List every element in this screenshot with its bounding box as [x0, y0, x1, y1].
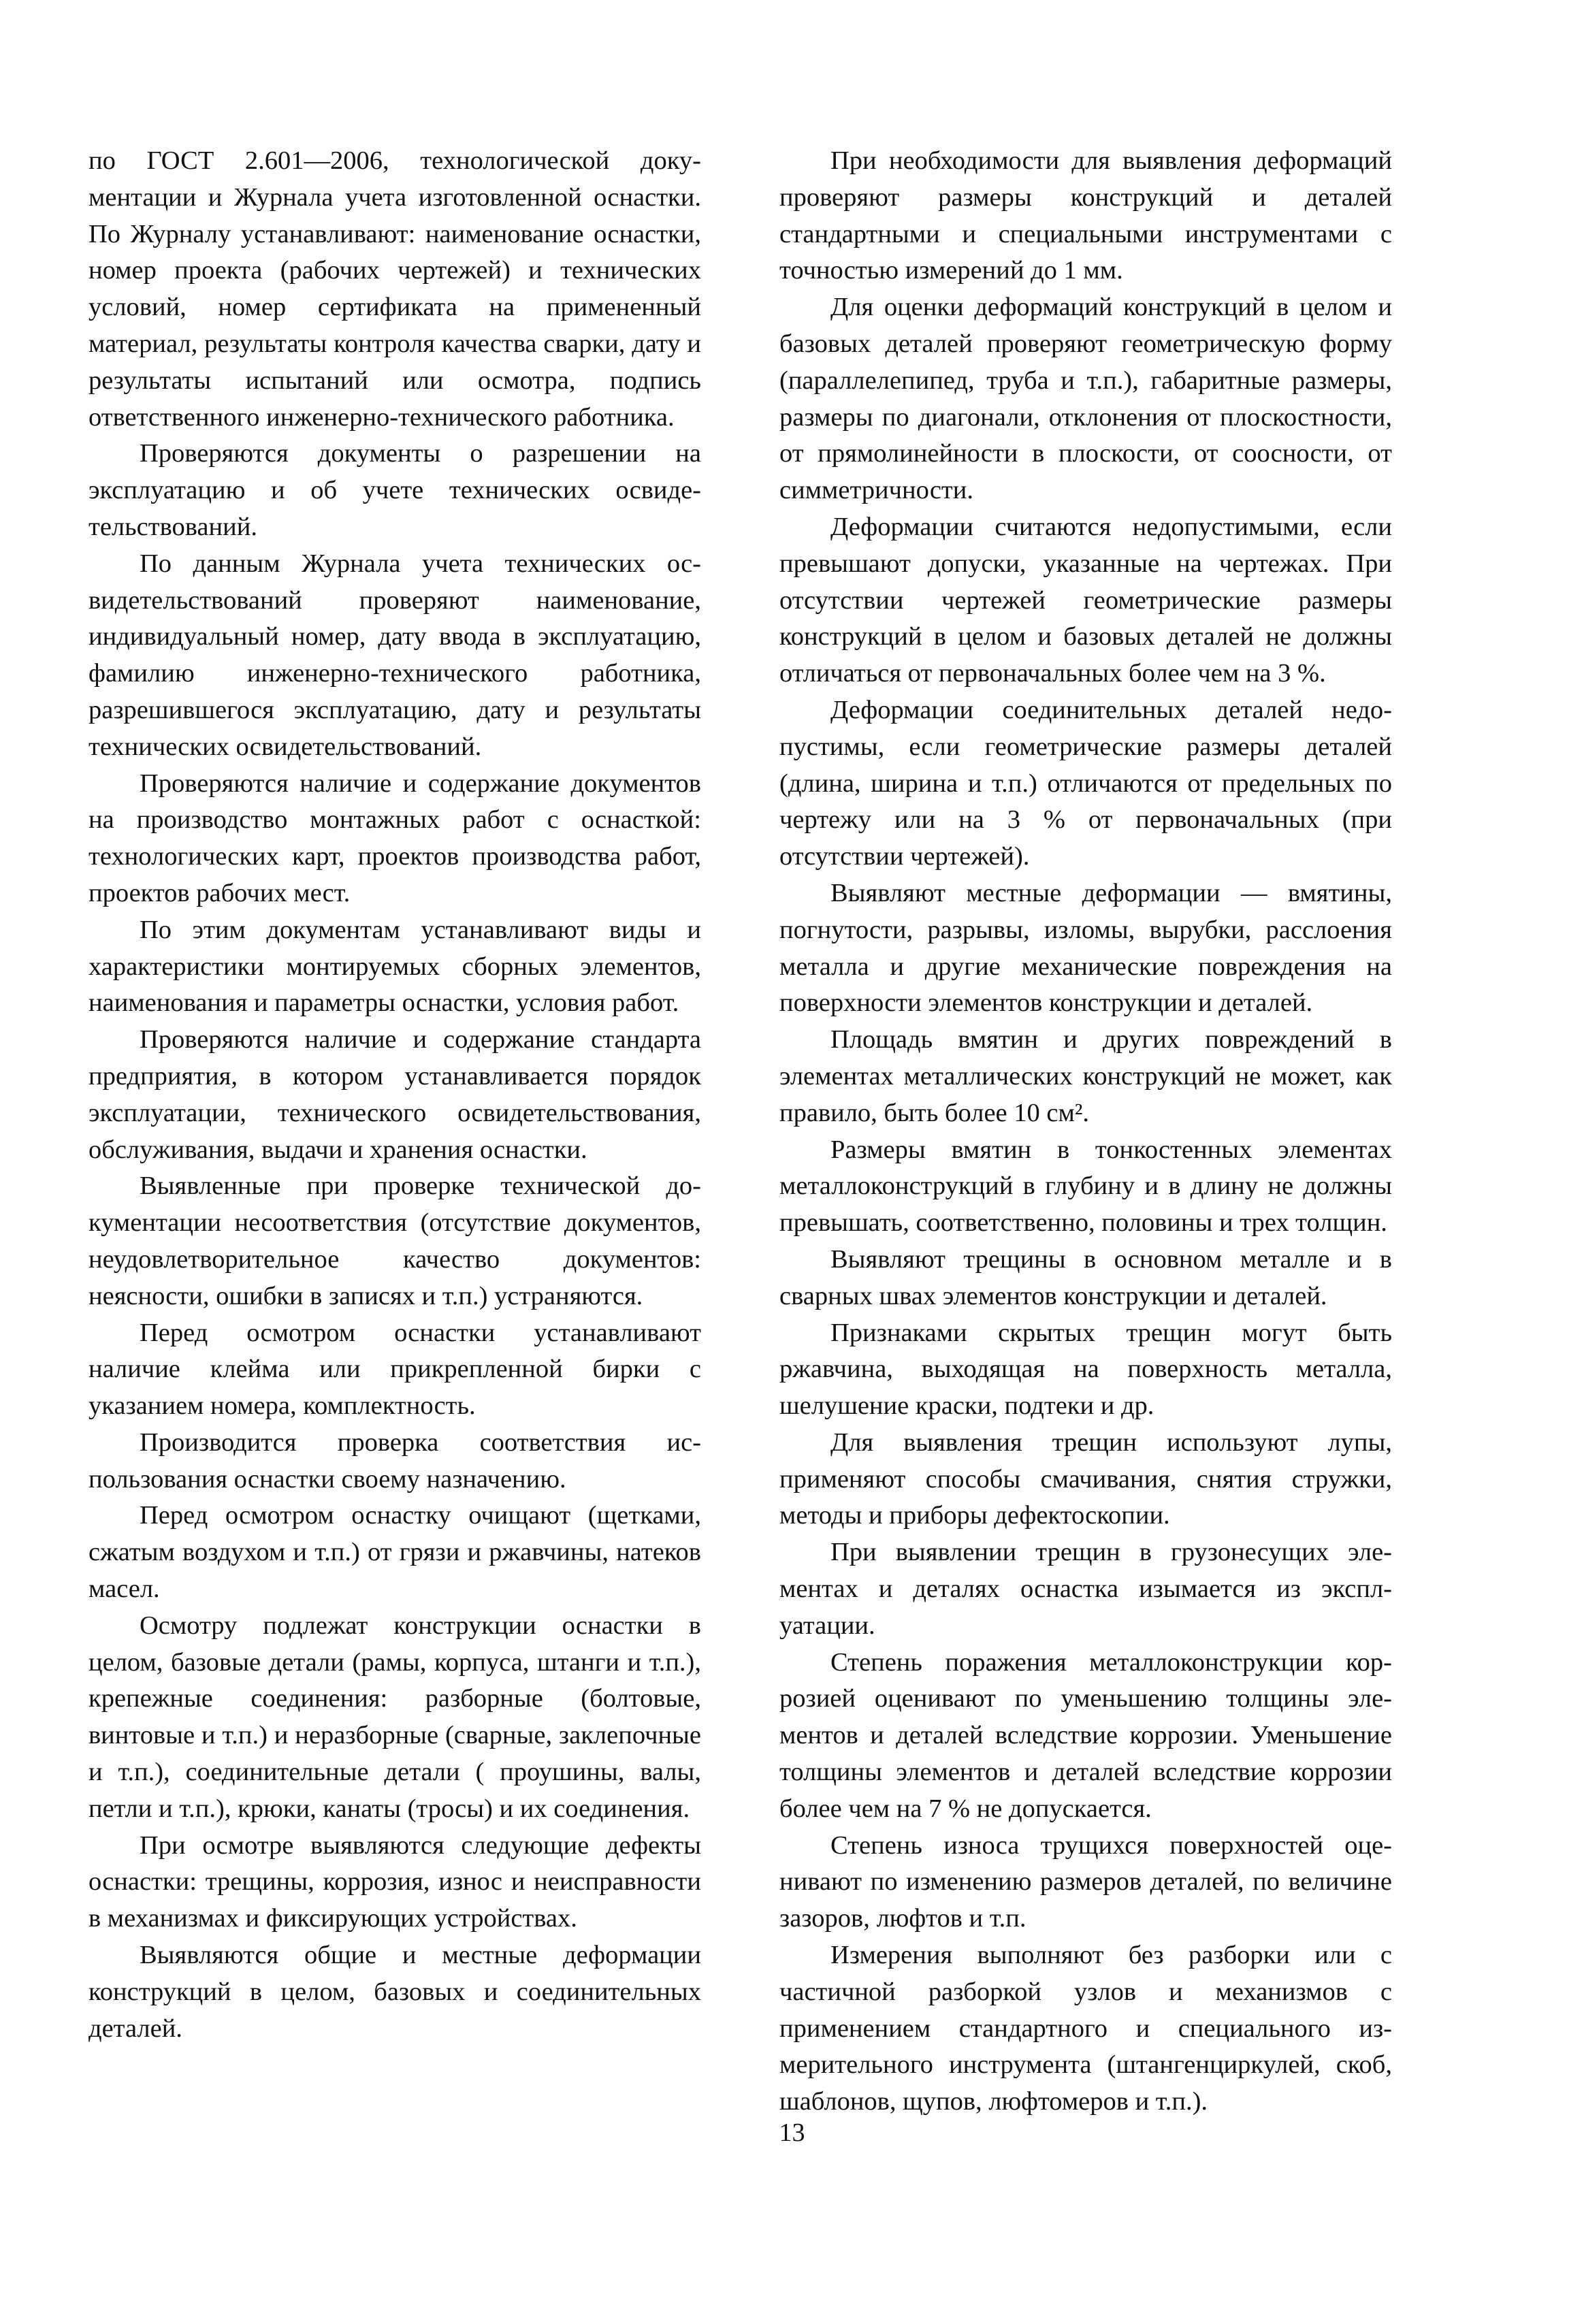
paragraph: Осмотру подлежат конструкции оснастки в целом, базовые детали (рамы, корпуса, штанги и т.п.), крепежные соединения: разборные (болтовые, винтовые и т.п.) и неразборные (сварные, заклепочные и т.п.), соединительные детали ( проушины, валы, петли и т.п.), крюки, канаты (тросы) и их соединения.: [88, 1611, 701, 1823]
paragraph: При выявлении трещин в грузонесущих элементах и деталях оснастка изымается из эксплуатации.: [779, 1538, 1392, 1640]
paragraph: Деформации считаются недопустимыми, если превышают допуски, указанные на чертежах. При отсутствии чертежей геометрические размеры конструкций в целом и базовых деталей не должны отличаться от первоначальных более чем на 3 %.: [779, 512, 1392, 688]
paragraph: Перед осмотром оснастки устанавливают наличие клейма или прикрепленной бирки с указанием номера, комплектность.: [88, 1318, 701, 1421]
paragraph: Выявляются общие и местные деформации конструкций в целом, базовых и соединительных деталей.: [88, 1941, 701, 2043]
paragraph: Площадь вмятин и других повреждений в элементах металлических конструкций не может, как правило, быть более 10 см².: [779, 1025, 1392, 1127]
paragraph: Измерения выполняют без разборки или с частичной разборкой узлов и механизмов с применением стандартного и специального измерительного инструмента (штангенциркулей, скоб, шаблонов, щупов, люфтомеров и т.п.).: [779, 1941, 1392, 2116]
paragraph: Производится проверка соответствия использования оснастки своему назначению.: [88, 1427, 701, 1494]
paragraph: Проверяются наличие и содержание стандарта предприятия, в котором устанавливается порядок эксплуатации, технического освидетельствования, обслуживания, выдачи и хранения оснастки.: [88, 1025, 701, 1164]
paragraph: Деформации соединительных деталей недопустимы, если геометрические размеры деталей (длина, ширина и т.п.) отличаются от предельных по чертежу или на 3 % от первоначальных (при отсутствии чертежей).: [779, 695, 1392, 871]
paragraph: По этим документам устанавливают виды и характеристики монтируемых сборных элементов, наименования и параметры оснастки, условия работ.: [88, 915, 701, 1018]
paragraph: При необходимости для выявления деформаций проверяют размеры конструкций и деталей стандартными и специальными инструментами с точностью измерений до 1 мм.: [779, 146, 1392, 285]
left-text-column: [88, 143, 701, 2047]
paragraph: По данным Журнала учета технических освидетельствований проверяют наименование, индивидуальный номер, дату ввода в эксплуатацию, фамилию инженерно-технического работника, разрешившегося эксплуатацию, дату и результаты технических освидетельствований.: [88, 549, 701, 761]
paragraph: Проверяются наличие и содержание документов на производство монтажных работ с оснасткой: технологических карт, проектов производства работ, проектов рабочих мест.: [88, 769, 701, 907]
paragraph: При осмотре выявляются следующие дефекты оснастки: трещины, коррозия, износ и неисправности в механизмах и фиксирующих устройствах.: [88, 1830, 701, 1933]
paragraph: Выявляют местные деформации — вмятины, погнутости, разрывы, изломы, вырубки, расслоения металла и другие механические повреждения на поверхности элементов конструкции и деталей.: [779, 878, 1392, 1018]
paragraph: Для оценки деформаций конструкций в целом и базовых деталей проверяют геометрическую форму (параллелепипед, труба и т.п.), габаритные размеры, размеры по диагонали, отклонения от плоскостности, от прямолинейности в плоскости, от соосности, от симметричности.: [779, 293, 1392, 505]
paragraph: по ГОСТ 2.601—2006, технологической документации и Журнала учета изготовленной оснастки. По Журналу устанавливают: наименование оснастки, номер проекта (рабочих чертежей) и технических условий, номер сертификата на примененный материал, результаты контроля качества сварки, дату и результаты испытаний или осмотра, подпись ответственного инженерно-технического работника.: [88, 146, 701, 432]
paragraph: Признаками скрытых трещин могут быть ржавчина, выходящая на поверхность металла, шелушение краски, подтеки и др.: [779, 1318, 1392, 1421]
paragraph: Размеры вмятин в тонкостенных элементах металлоконструкций в глубину и в длину не должны превышать, соответственно, половины и трех толщин.: [779, 1135, 1392, 1238]
paragraph: Степень износа трущихся поверхностей оценивают по изменению размеров деталей, по величине зазоров, люфтов и т.п.: [779, 1830, 1392, 1933]
paragraph: Выявленные при проверке технической документации несоответствия (отсутствие документов, неудовлетворительное качество документов: неясности, ошибки в записях и т.п.) устраняются.: [88, 1172, 701, 1310]
paragraph: Перед осмотром оснастку очищают (щетками, сжатым воздухом и т.п.) от грязи и ржавчины, натеков масел.: [88, 1501, 701, 1604]
paragraph: Проверяются документы о разрешении на эксплуатацию и об учете технических освидетельствований.: [88, 439, 701, 541]
paragraph: Выявляют трещины в основном металле и в сварных швах элементов конструкции и деталей.: [779, 1244, 1392, 1310]
paragraph: Степень поражения металлоконструкции коррозией оценивают по уменьшению толщины элементов и деталей вследствие коррозии. Уменьшение толщины элементов и деталей вследствие коррозии более чем на 7 % не допускается.: [779, 1647, 1392, 1823]
right-text-column: [779, 143, 1392, 2120]
page-number: 13: [779, 2118, 805, 2147]
paragraph: Для выявления трещин используют лупы, применяют способы смачивания, снятия стружки, методы и приборы дефектоскопии.: [779, 1427, 1392, 1530]
